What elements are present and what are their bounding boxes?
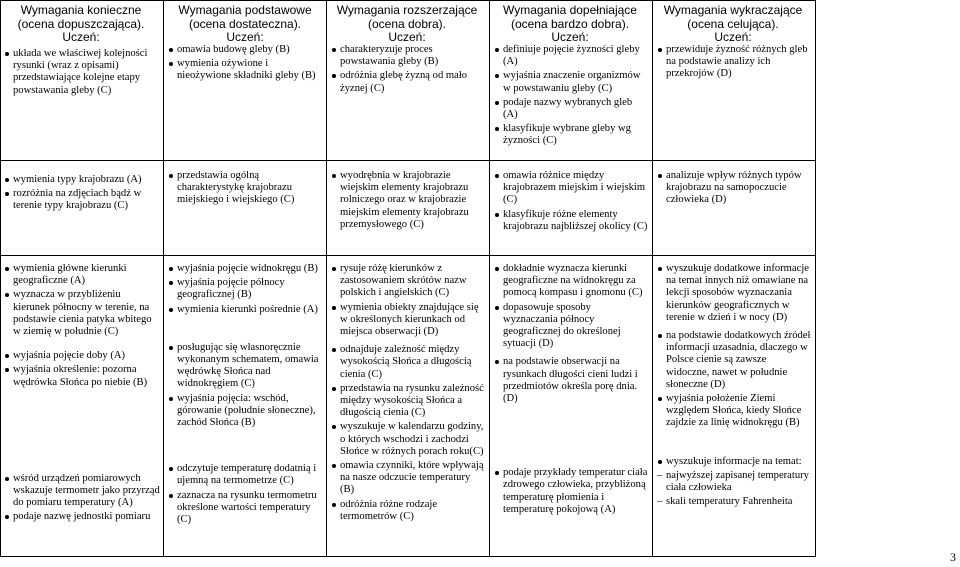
list-item: wyjaśnia znaczenie organizmów w powstawaniu gleby (C) bbox=[494, 70, 648, 94]
table-cell bbox=[657, 263, 811, 510]
list-item: wyszukuje informacje na temat: bbox=[657, 456, 811, 468]
list-item: wyznacza w przybliżeniu kierunek północny w terenie, na podstawie cienia patyka wbitego w ziemię w południe (C) bbox=[4, 289, 160, 338]
list-item: wyjaśnia pojęcie północy geograficznej (B) bbox=[168, 277, 322, 301]
list-item: wyszukuje w kalendarzu godziny, o których wschodzi i zachodzi Słońce w różnych porach roku(C) bbox=[331, 421, 485, 458]
header-col-2 bbox=[164, 4, 326, 46]
header-title: Wymagania wykraczające bbox=[663, 3, 803, 17]
header-col-1 bbox=[0, 4, 162, 46]
list-item: odnajduje zależność między wysokością Słońca a długością cienia (C) bbox=[331, 344, 485, 381]
list-item: analizuje wpływ różnych typów krajobrazu na samopoczucie człowieka (D) bbox=[657, 170, 811, 207]
list-item: wymienia ożywione i nieożywione składniki gleby (B) bbox=[168, 58, 322, 82]
table-cell bbox=[331, 170, 485, 233]
header-subtitle: (ocena dostateczna). bbox=[188, 16, 302, 31]
list-item: omawia budowę gleby (B) bbox=[168, 44, 322, 56]
page-number: 3 bbox=[950, 550, 956, 564]
grid-line bbox=[0, 160, 816, 161]
table-cell bbox=[494, 44, 648, 150]
header-label: Uczeń: bbox=[226, 30, 264, 45]
list-item: na podstawie dodatkowych źródeł informacji uzasadnia, dlaczego w Polsce cienie są zawsze widoczne, nawet w południe słoneczne (D) bbox=[657, 330, 811, 391]
list-item: – skali temperatury Fahrenheita bbox=[657, 496, 811, 508]
header-title: Wymagania konieczne bbox=[20, 3, 142, 17]
header-label: Uczeń: bbox=[388, 30, 426, 45]
list-item: rysuje różę kierunków z zastosowaniem skrótów nazw polskich i angielskich (C) bbox=[331, 263, 485, 300]
table-cell bbox=[168, 170, 322, 209]
list-item: wyszukuje dodatkowe informacje na temat innych niż omawiane na lekcji sposobów wyznaczania kierunków geograficznych w terenie w dzień i w nocy (D) bbox=[657, 263, 811, 324]
grid-line bbox=[0, 556, 816, 557]
list-item: dopasowuje sposoby wyznaczania północy geograficznej do określonej sytuacji (D) bbox=[494, 302, 648, 351]
list-item: wśród urządzeń pomiarowych wskazuje termometr jako przyrząd do pomiaru temperatury (A) bbox=[4, 473, 160, 510]
list-item: – najwyższej zapisanej temperatury ciała człowieka bbox=[657, 470, 811, 494]
list-item: wymienia główne kierunki geograficzne (A) bbox=[4, 263, 160, 287]
header-subtitle: (ocena dopuszczająca). bbox=[17, 16, 145, 31]
header-subtitle: (ocena dobra). bbox=[367, 16, 447, 31]
list-item: wyjaśnia określenie: pozorna wędrówka Słońca po niebie (B) bbox=[4, 364, 160, 388]
list-item: wyjaśnia pojęcia: wschód, górowanie (południe słoneczne), zachód Słońca (B) bbox=[168, 393, 322, 430]
list-item: dokładnie wyznacza kierunki geograficzne na widnokręgu za pomocą kompasu i gnomonu (C) bbox=[494, 263, 648, 300]
grid-line bbox=[815, 0, 816, 556]
list-item: charakteryzuje proces powstawania gleby (B) bbox=[331, 44, 485, 68]
table-cell bbox=[4, 263, 160, 526]
table-cell bbox=[331, 263, 485, 525]
list-item: wymienia obiekty znajdujące się w określonych kierunkach od miejsca obserwacji (D) bbox=[331, 302, 485, 339]
list-item: wymienia kierunki pośrednie (A) bbox=[168, 304, 322, 316]
list-item: wyodrębnia w krajobrazie wiejskim elementy krajobrazu rolniczego oraz w krajobrazie miejskim elementy krajobrazu przemysłowego (C) bbox=[331, 170, 485, 231]
table-cell bbox=[4, 174, 160, 215]
list-item: posługując się własnoręcznie wykonanym schematem, omawia wędrówkę Słońca nad widnokręgiem (C) bbox=[168, 342, 322, 391]
grid-line bbox=[326, 0, 327, 556]
list-item: układa we właściwej kolejności rysunki (wraz z opisami) przedstawiające kolejne etapy powstawania gleby (C) bbox=[4, 48, 160, 97]
table-cell bbox=[494, 170, 648, 235]
header-title: Wymagania podstawowe bbox=[178, 3, 312, 17]
grid-line bbox=[489, 0, 490, 556]
header-label: Uczeń: bbox=[62, 30, 100, 45]
list-item: odróżnia glebę żyzną od mało żyznej (C) bbox=[331, 70, 485, 94]
list-item: klasyfikuje różne elementy krajobrazu najbliższej okolicy (C) bbox=[494, 209, 648, 233]
list-item: podaje nazwy wybranych gleb (A) bbox=[494, 97, 648, 121]
header-col-4 bbox=[489, 4, 651, 46]
list-item: odróżnia różne rodzaje termometrów (C) bbox=[331, 499, 485, 523]
grid-line bbox=[163, 0, 164, 556]
header-label: Uczeń: bbox=[551, 30, 589, 45]
table-cell bbox=[494, 263, 648, 518]
list-item: zaznacza na rysunku termometru określone wartości temperatury (C) bbox=[168, 490, 322, 527]
header-title: Wymagania dopełniające bbox=[503, 3, 637, 17]
list-item: wyjaśnia pojęcie widnokręgu (B) bbox=[168, 263, 322, 275]
list-item: wyjaśnia pojęcie doby (A) bbox=[4, 350, 160, 362]
list-item: rozróżnia na zdjęciach bądź w terenie typy krajobrazu (C) bbox=[4, 188, 160, 212]
list-item: wymienia typy krajobrazu (A) bbox=[4, 174, 160, 186]
grid-line bbox=[0, 255, 816, 256]
table-cell bbox=[657, 44, 811, 83]
grid-line bbox=[0, 0, 816, 1]
header-col-5 bbox=[652, 4, 814, 46]
grid-line bbox=[0, 0, 1, 556]
list-item: wyjaśnia położenie Ziemi względem Słońca, kiedy Słońce zajdzie za linię widnokręgu (B) bbox=[657, 393, 811, 430]
table-cell bbox=[657, 170, 811, 209]
list-item: na podstawie obserwacji na rysunkach długości cieni ludzi i przedmiotów określa porę dnia. (D) bbox=[494, 356, 648, 405]
list-item: podaje przykłady temperatur ciała zdrowego człowieka, przybliżoną temperaturę płomienia i temperaturę pokojową (A) bbox=[494, 467, 648, 516]
header-col-3 bbox=[326, 4, 488, 46]
list-item: podaje nazwę jednostki pomiaru bbox=[4, 511, 160, 523]
list-item: przewiduje żyzność różnych gleb na podstawie analizy ich przekrojów (D) bbox=[657, 44, 811, 81]
list-item: przedstawia ogólną charakterystykę krajobrazu miejskiego i wiejskiego (C) bbox=[168, 170, 322, 207]
list-item: definiuje pojęcie żyzności gleby (A) bbox=[494, 44, 648, 68]
list-item: odczytuje temperaturę dodatnią i ujemną na termometrze (C) bbox=[168, 463, 322, 487]
list-item: klasyfikuje wybrane gleby wg żyzności (C) bbox=[494, 123, 648, 147]
header-subtitle: (ocena celująca). bbox=[687, 16, 779, 31]
header-title: Wymagania rozszerzające bbox=[336, 3, 478, 17]
header-label: Uczeń: bbox=[714, 30, 752, 45]
grid-line bbox=[652, 0, 653, 556]
table-cell bbox=[168, 263, 322, 528]
table-cell bbox=[4, 48, 160, 99]
table-cell bbox=[168, 44, 322, 85]
list-item: omawia czynniki, które wpływają na nasze odczucie temperatury (B) bbox=[331, 460, 485, 497]
list-item: przedstawia na rysunku zależność między wysokością Słońca a długością cienia (C) bbox=[331, 383, 485, 420]
table-cell bbox=[331, 44, 485, 97]
header-subtitle: (ocena bardzo dobra). bbox=[510, 16, 630, 31]
list-item: omawia różnice między krajobrazem miejskim i wiejskim (C) bbox=[494, 170, 648, 207]
